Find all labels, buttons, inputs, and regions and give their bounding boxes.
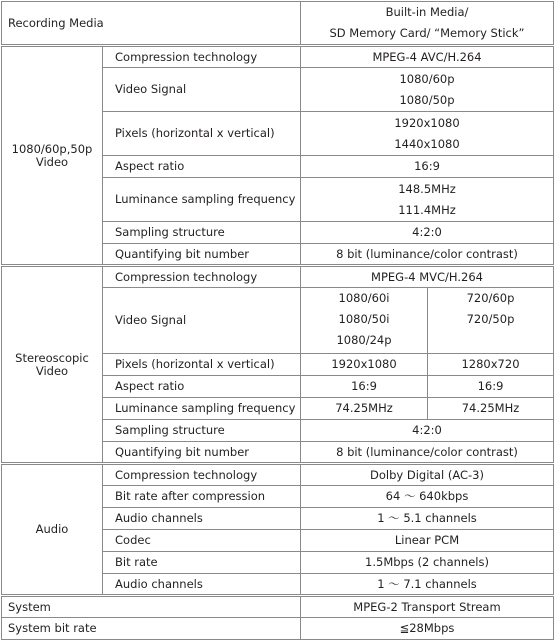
spec-table-full [1,1,554,640]
stereo-luminance-left: 74.25MHz [301,398,428,420]
header-row [2,2,554,46]
stereo-bit-number-value: 8 bit (luminance/color contrast) [301,442,554,464]
hd-compression-value: MPEG-4 AVC/H.264 [301,46,554,68]
hd-pixels-values: 1920x1080 1440x1080 [301,112,554,156]
hd-video-group-label: 1080/60p,50p Video [2,46,103,266]
audio-compression-value: Dolby Digital (AC-3) [301,464,554,486]
hd-bit-number-label: Quantifying bit number [103,244,301,266]
hd-sampling-value: 4:2:0 [301,222,554,244]
system-label: System [2,596,301,618]
hd-bit-number-value: 8 bit (luminance/color contrast) [301,244,554,266]
hd-video-signal-label: Video Signal [103,68,301,112]
stereo-video-signal-left: 1080/60i 1080/50i 1080/24p [301,288,428,354]
media-line-1: Built-in Media/ [385,5,469,19]
recording-media-label: Recording Media [2,2,301,46]
audio-channels-label-2: Audio channels [103,574,301,596]
stereo-bit-number-label: Quantifying bit number [103,442,301,464]
stereo-compression-value: MPEG-4 MVC/H.264 [301,266,554,288]
audio-bitrate-after-value: 64 ～ 640kbps [301,486,554,508]
audio-codec-label: Codec [103,530,301,552]
hd-luminance-label: Luminance sampling frequency [103,178,301,222]
audio-channels-value-2: 1 ～ 7.1 channels [301,574,554,596]
hd-compression-row [2,46,554,68]
system-bitrate-label: System bit rate [2,618,301,640]
stereo-video-signal-label: Video Signal [103,288,301,354]
stereo-pixels-left: 1920x1080 [301,354,428,376]
audio-codec-value: Linear PCM [301,530,554,552]
stereo-luminance-right: 74.25MHz [428,398,554,420]
stereo-aspect-label: Aspect ratio [103,376,301,398]
system-bitrate-row [2,618,554,640]
hd-pixels-label: Pixels (horizontal x vertical) [103,112,301,156]
stereo-aspect-left: 16:9 [301,376,428,398]
stereo-sampling-value: 4:2:0 [301,420,554,442]
stereo-compression-row [2,266,554,288]
audio-bitrate-value: 1.5Mbps (2 channels) [301,552,554,574]
audio-compression-row [2,464,554,486]
hd-sampling-label: Sampling structure [103,222,301,244]
stereo-compression-label: Compression technology [103,266,301,288]
audio-group-label: Audio [2,464,103,596]
system-value: MPEG-2 Transport Stream [301,596,554,618]
hd-video-signal-values: 1080/60p 1080/50p [301,68,554,112]
stereo-pixels-label: Pixels (horizontal x vertical) [103,354,301,376]
media-line-2: SD Memory Card/ “Memory Stick” [329,26,525,40]
stereo-sampling-label: Sampling structure [103,420,301,442]
hd-compression-label: Compression technology [103,46,301,68]
stereo-pixels-right: 1280x720 [428,354,554,376]
hd-aspect-value: 16:9 [301,156,554,178]
recording-media-value [301,2,554,46]
hd-aspect-label: Aspect ratio [103,156,301,178]
audio-bitrate-label: Bit rate [103,552,301,574]
stereo-luminance-label: Luminance sampling frequency [103,398,301,420]
stereo-video-signal-right: 720/60p 720/50p [428,288,554,354]
audio-compression-label: Compression technology [103,464,301,486]
stereo-aspect-right: 16:9 [428,376,554,398]
audio-bitrate-after-label: Bit rate after compression [103,486,301,508]
stereo-video-group-label: Stereoscopic Video [2,266,103,464]
system-bitrate-value: ≦28Mbps [301,618,554,640]
system-row [2,596,554,618]
hd-luminance-values: 148.5MHz 111.4MHz [301,178,554,222]
audio-channels-label-1: Audio channels [103,508,301,530]
audio-channels-value-1: 1 ～ 5.1 channels [301,508,554,530]
